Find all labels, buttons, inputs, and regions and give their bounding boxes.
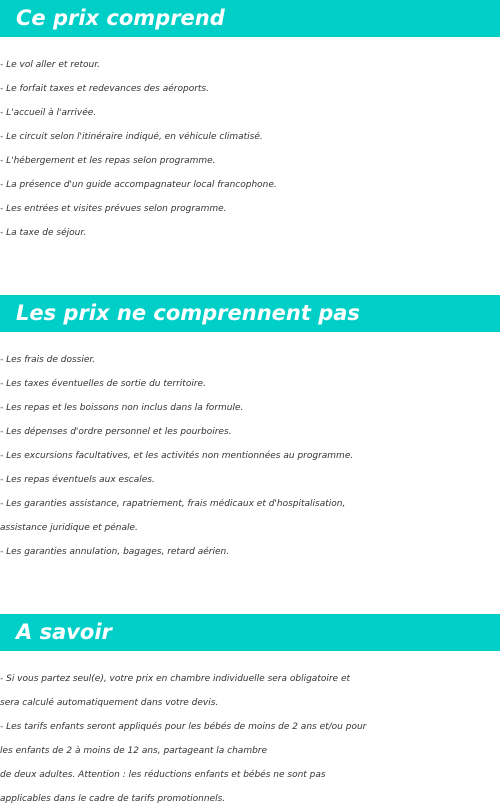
section-header-not-included: Les prix ne comprennent pas [0,295,500,332]
section-header-included: Ce prix comprend [0,0,500,37]
included-item: - Le forfait taxes et redevances des aéroports. [0,84,209,94]
included-list [0,53,500,245]
good-to-know-line: - Les tarifs enfants seront appliqués pour les bébés de moins de 2 ans et/ou pour [0,722,367,732]
included-item: - La présence d'un guide accompagnateur local francophone. [0,180,277,190]
good-to-know-line: applicables dans le cadre de tarifs promotionnels. [0,794,226,804]
not-included-item-continuation: assistance juridique et pénale. [0,523,138,533]
not-included-item: - Les repas et les boissons non inclus dans la formule. [0,403,244,413]
not-included-item: - Les taxes éventuelles de sortie du territoire. [0,379,206,389]
not-included-item: - Les frais de dossier. [0,355,96,365]
included-item: - La taxe de séjour. [0,228,87,238]
not-included-item: - Les repas éventuels aux escales. [0,475,155,485]
good-to-know-line: sera calculé automatiquement dans votre devis. [0,698,219,708]
not-included-list [0,348,500,564]
not-included-item: - Les garanties assistance, rapatriement, frais médicaux et d'hospitalisation, [0,499,346,509]
included-item: - Le vol aller et retour. [0,60,100,70]
section-header-good-to-know: A savoir [0,614,500,651]
not-included-item: - Les excursions facultatives, et les activités non mentionnées au programme. [0,451,354,461]
included-item: - Les entrées et visites prévues selon programme. [0,204,227,214]
not-included-item: - Les dépenses d'ordre personnel et les pourboires. [0,427,232,437]
good-to-know-line: - Si vous partez seul(e), votre prix en chambre individuelle sera obligatoire et [0,674,351,684]
included-item: - L'accueil à l'arrivée. [0,108,97,118]
included-item: - Le circuit selon l'itinéraire indiqué, en véhicule climatisé. [0,132,263,142]
included-item: - L'hébergement et les repas selon programme. [0,156,216,166]
not-included-item: - Les garanties annulation, bagages, retard aérien. [0,547,230,557]
good-to-know-line: les enfants de 2 à moins de 12 ans, partageant la chambre [0,746,268,756]
good-to-know-line: de deux adultes. Attention : les réductions enfants et bébés ne sont pas [0,770,326,780]
good-to-know-text [0,667,500,811]
